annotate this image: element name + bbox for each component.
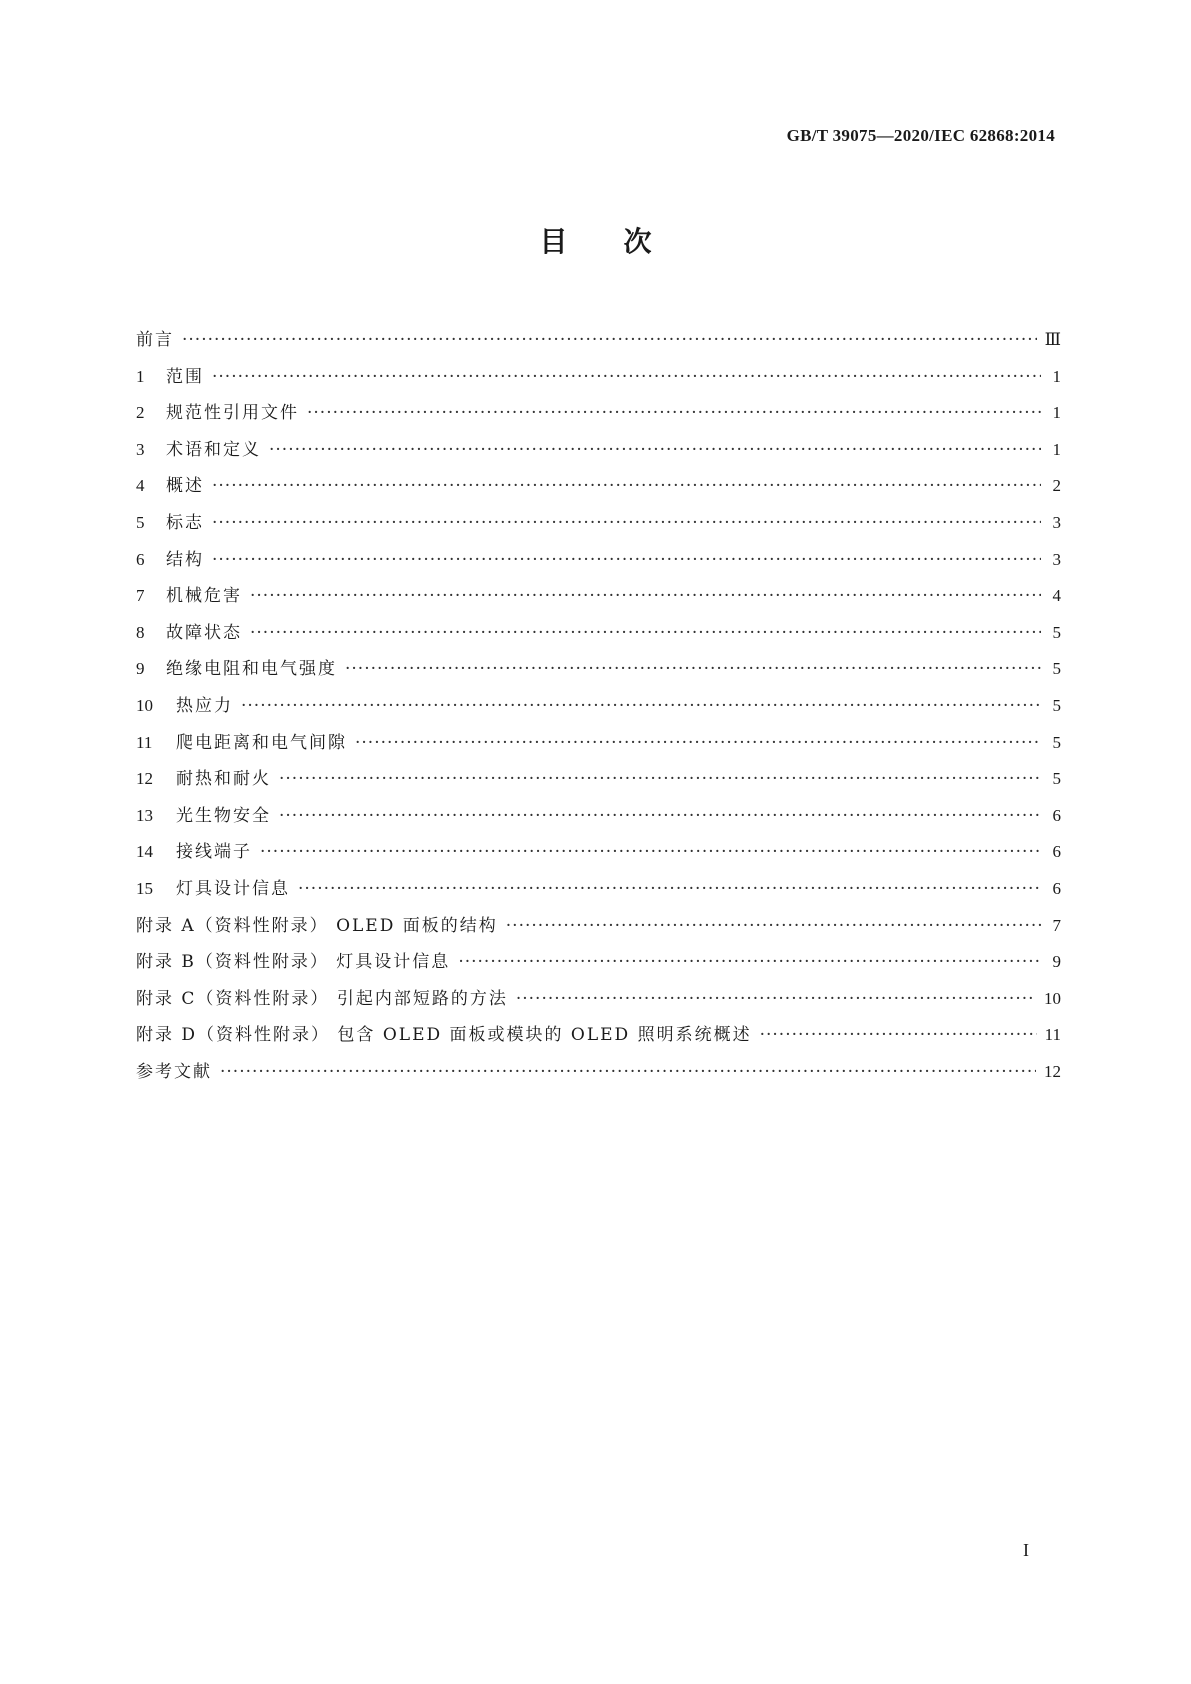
toc-leader-dots: [506, 916, 1041, 936]
toc-item-number: 1: [136, 366, 145, 386]
toc-item-label: 前言: [136, 330, 174, 350]
toc-item-page: 5: [1052, 732, 1061, 752]
toc-leader-dots: [250, 586, 1041, 606]
toc-item-page: 5: [1052, 695, 1061, 715]
toc-item-label: 结构: [166, 549, 204, 570]
toc-leader-dots: [760, 1025, 1037, 1045]
toc-item-page: 12: [1044, 1061, 1061, 1081]
toc-item-14[interactable]: [136, 837, 1061, 874]
toc-item-number: 10: [136, 695, 153, 715]
page-title: [0, 225, 1191, 258]
toc-item-number: 2: [136, 403, 145, 423]
toc-item-label: 附录 C（资料性附录） 引起内部短路的方法: [136, 988, 508, 1009]
toc-item-page: 5: [1052, 622, 1061, 642]
toc-item-1[interactable]: [136, 362, 1061, 399]
toc-leader-dots: [220, 1062, 1036, 1082]
toc-item-number: 12: [136, 769, 153, 789]
toc-leader-dots: [269, 440, 1041, 460]
toc-item-page: 6: [1052, 805, 1061, 825]
toc-item-label: 范围: [166, 366, 204, 387]
toc-leader-dots: [182, 330, 1037, 350]
toc-item-number: 4: [136, 476, 145, 496]
toc-item-4[interactable]: [136, 471, 1061, 508]
toc-item-annex-a[interactable]: [136, 911, 1061, 948]
toc-item-label: 绝缘电阻和电气强度: [166, 659, 337, 680]
toc-leader-dots: [298, 879, 1041, 899]
toc-item-label: 灯具设计信息: [176, 878, 290, 899]
toc-item-label: 附录 B（资料性附录） 灯具设计信息: [136, 952, 451, 973]
toc-item-number: 7: [136, 586, 145, 606]
toc-item-label: 附录 D（资料性附录） 包含 OLED 面板或模块的 OLED 照明系统概述: [136, 1025, 752, 1046]
toc-item-page: 4: [1052, 586, 1061, 606]
toc-item-number: 15: [136, 878, 153, 898]
toc-item-number: 13: [136, 805, 153, 825]
toc-item-label: 参考文献: [136, 1061, 212, 1082]
toc-item-15[interactable]: [136, 874, 1061, 911]
page-title-char-1: 目: [539, 225, 568, 258]
toc-leader-dots: [279, 769, 1041, 789]
toc-leader-dots: [212, 367, 1041, 387]
page-title-char-2: 次: [623, 225, 652, 258]
toc-item-13[interactable]: [136, 801, 1061, 838]
toc-item-label: 规范性引用文件: [166, 403, 299, 424]
toc-item-5[interactable]: [136, 508, 1061, 545]
toc-item-number: 8: [136, 622, 145, 642]
toc-item-page: 5: [1052, 769, 1061, 789]
toc-item-number: 5: [136, 512, 145, 532]
toc-leader-dots: [250, 623, 1041, 643]
toc-leader-dots: [355, 733, 1041, 753]
toc-item-label: 热应力: [176, 695, 233, 716]
toc-item-page: 5: [1052, 659, 1061, 679]
toc-leader-dots: [212, 513, 1041, 533]
toc-item-label: 爬电距离和电气间隙: [176, 732, 347, 753]
toc-item-label: 机械危害: [166, 586, 242, 607]
toc-item-page: 1: [1052, 439, 1061, 459]
toc-item-label: 耐热和耐火: [176, 769, 271, 790]
toc-item-page: 9: [1052, 952, 1061, 972]
toc-item-label: 术语和定义: [166, 439, 261, 460]
toc-leader-dots: [212, 550, 1041, 570]
toc-item-3[interactable]: [136, 435, 1061, 472]
toc-item-annex-b[interactable]: [136, 947, 1061, 984]
toc-item-bibliography[interactable]: [136, 1057, 1061, 1094]
toc-item-page: Ⅲ: [1044, 330, 1061, 349]
toc-item-page: 3: [1052, 512, 1061, 532]
toc-item-page: 1: [1052, 366, 1061, 386]
toc-item-page: 10: [1044, 988, 1061, 1008]
toc-item-label: 接线端子: [176, 842, 252, 863]
toc-leader-dots: [260, 842, 1041, 862]
toc-leader-dots: [212, 476, 1041, 496]
toc-leader-dots: [307, 403, 1041, 423]
toc-item-number: 14: [136, 842, 153, 862]
toc-item-page: 11: [1044, 1025, 1061, 1045]
toc-item-9[interactable]: [136, 654, 1061, 691]
toc-item-label: 光生物安全: [176, 805, 271, 826]
toc-leader-dots: [279, 806, 1041, 826]
toc-item-annex-c[interactable]: [136, 984, 1061, 1021]
toc-item-2[interactable]: [136, 398, 1061, 435]
toc-item-annex-d[interactable]: [136, 1020, 1061, 1057]
page-number: I: [1023, 1540, 1029, 1560]
toc-item-7[interactable]: [136, 581, 1061, 618]
document-code: GB/T 39075—2020/IEC 62868:2014: [786, 126, 1055, 145]
toc-item-11[interactable]: [136, 728, 1061, 765]
toc-leader-dots: [241, 696, 1041, 716]
toc-item-page: 1: [1052, 403, 1061, 423]
toc-item-page: 6: [1052, 878, 1061, 898]
toc-item-12[interactable]: [136, 764, 1061, 801]
toc-item-number: 9: [136, 659, 145, 679]
toc-item-page: 6: [1052, 842, 1061, 862]
toc-item-number: 6: [136, 549, 145, 569]
toc-item-number: 11: [136, 732, 153, 752]
toc-item-8[interactable]: [136, 618, 1061, 655]
toc-leader-dots: [458, 952, 1041, 972]
toc-item-page: 3: [1052, 549, 1061, 569]
toc-leader-dots: [345, 659, 1041, 679]
toc-item-label: 概述: [166, 476, 204, 497]
toc-item-10[interactable]: [136, 691, 1061, 728]
toc-item-label: 标志: [166, 512, 204, 533]
table-of-contents: [136, 325, 1061, 1093]
toc-item-6[interactable]: [136, 545, 1061, 582]
toc-item-page: 7: [1052, 915, 1061, 935]
toc-item-page: 2: [1052, 476, 1061, 496]
toc-leader-dots: [516, 989, 1036, 1009]
toc-item-label: 附录 A（资料性附录） OLED 面板的结构: [136, 915, 498, 936]
toc-item-number: 3: [136, 439, 145, 459]
toc-item-label: 故障状态: [166, 622, 242, 643]
toc-item-foreword[interactable]: [136, 325, 1061, 362]
